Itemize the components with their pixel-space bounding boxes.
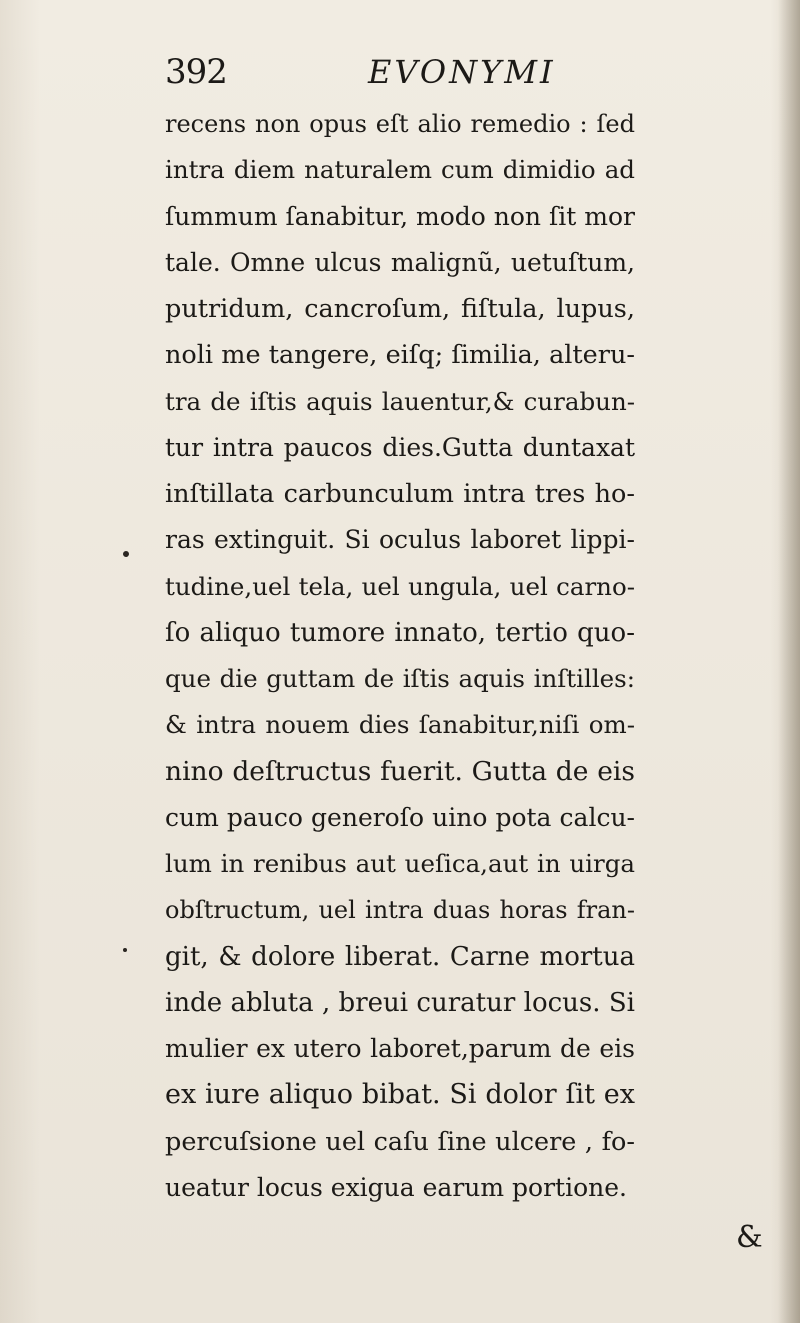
body-text (165, 101, 635, 1211)
text-line: ex iure aliquo bibat. Si dolor ſit ex (165, 1079, 635, 1111)
running-head: EVONYMI (368, 53, 556, 91)
text-line: tra de iſtis aquis lauentur,& curabun- (165, 386, 635, 416)
text-line: percuſsione uel caſu ſine ulcere , fo- (165, 1126, 635, 1157)
page-edge-shadow (778, 0, 800, 1323)
text-line: inde abluta , breui curatur locus. Si (165, 987, 635, 1018)
ink-speck (123, 948, 127, 952)
text-line: tale. Omne ulcus malignũ, uetuſtum, (165, 247, 635, 277)
text-line: cum pauco generoſo uino pota calcu- (165, 802, 635, 832)
page-header (165, 50, 635, 94)
text-line: recens non opus eſt alio remedio : ſed (165, 110, 635, 138)
text-line: lum in renibus aut ueſica,aut in uirga (165, 849, 635, 878)
text-line: mulier ex utero laboret,parum de eis (165, 1034, 635, 1063)
text-line: obſtructum, uel intra duas horas fran- (165, 896, 635, 925)
text-line: ſummum ſanabitur, modo non ſit mor (165, 201, 635, 231)
text-line: putridum, cancroſum, fiſtula, lupus, (165, 294, 635, 324)
text-line: & intra nouem dies ſanabitur,niſi om- (165, 710, 635, 740)
catchword: & (736, 1220, 763, 1255)
text-line: nino deſtructus fuerit. Gutta de eis (165, 755, 635, 787)
text-line: intra diem naturalem cum dimidio ad (165, 155, 635, 185)
text-line: ueatur locus exigua earum portione. (165, 1172, 627, 1202)
ink-speck (123, 551, 129, 557)
text-line: git, & dolore liberat. Carne mortua (165, 941, 635, 972)
text-line: ras extinguit. Si oculus laboret lippi- (165, 525, 635, 555)
text-line: tur intra paucos dies.Gutta duntaxat (165, 432, 635, 462)
text-line: que die guttam de iſtis aquis inſtilles: (165, 664, 635, 693)
text-line: noli me tangere, eiſq; ſimilia, alteru- (165, 340, 635, 371)
text-line: inſtillata carbunculum intra tres ho- (165, 479, 635, 509)
page-number: 392 (165, 52, 227, 92)
text-line: tudine,uel tela, uel ungula, uel carno- (165, 571, 635, 601)
text-line: ſo aliquo tumore innato, tertio quo- (165, 617, 635, 648)
